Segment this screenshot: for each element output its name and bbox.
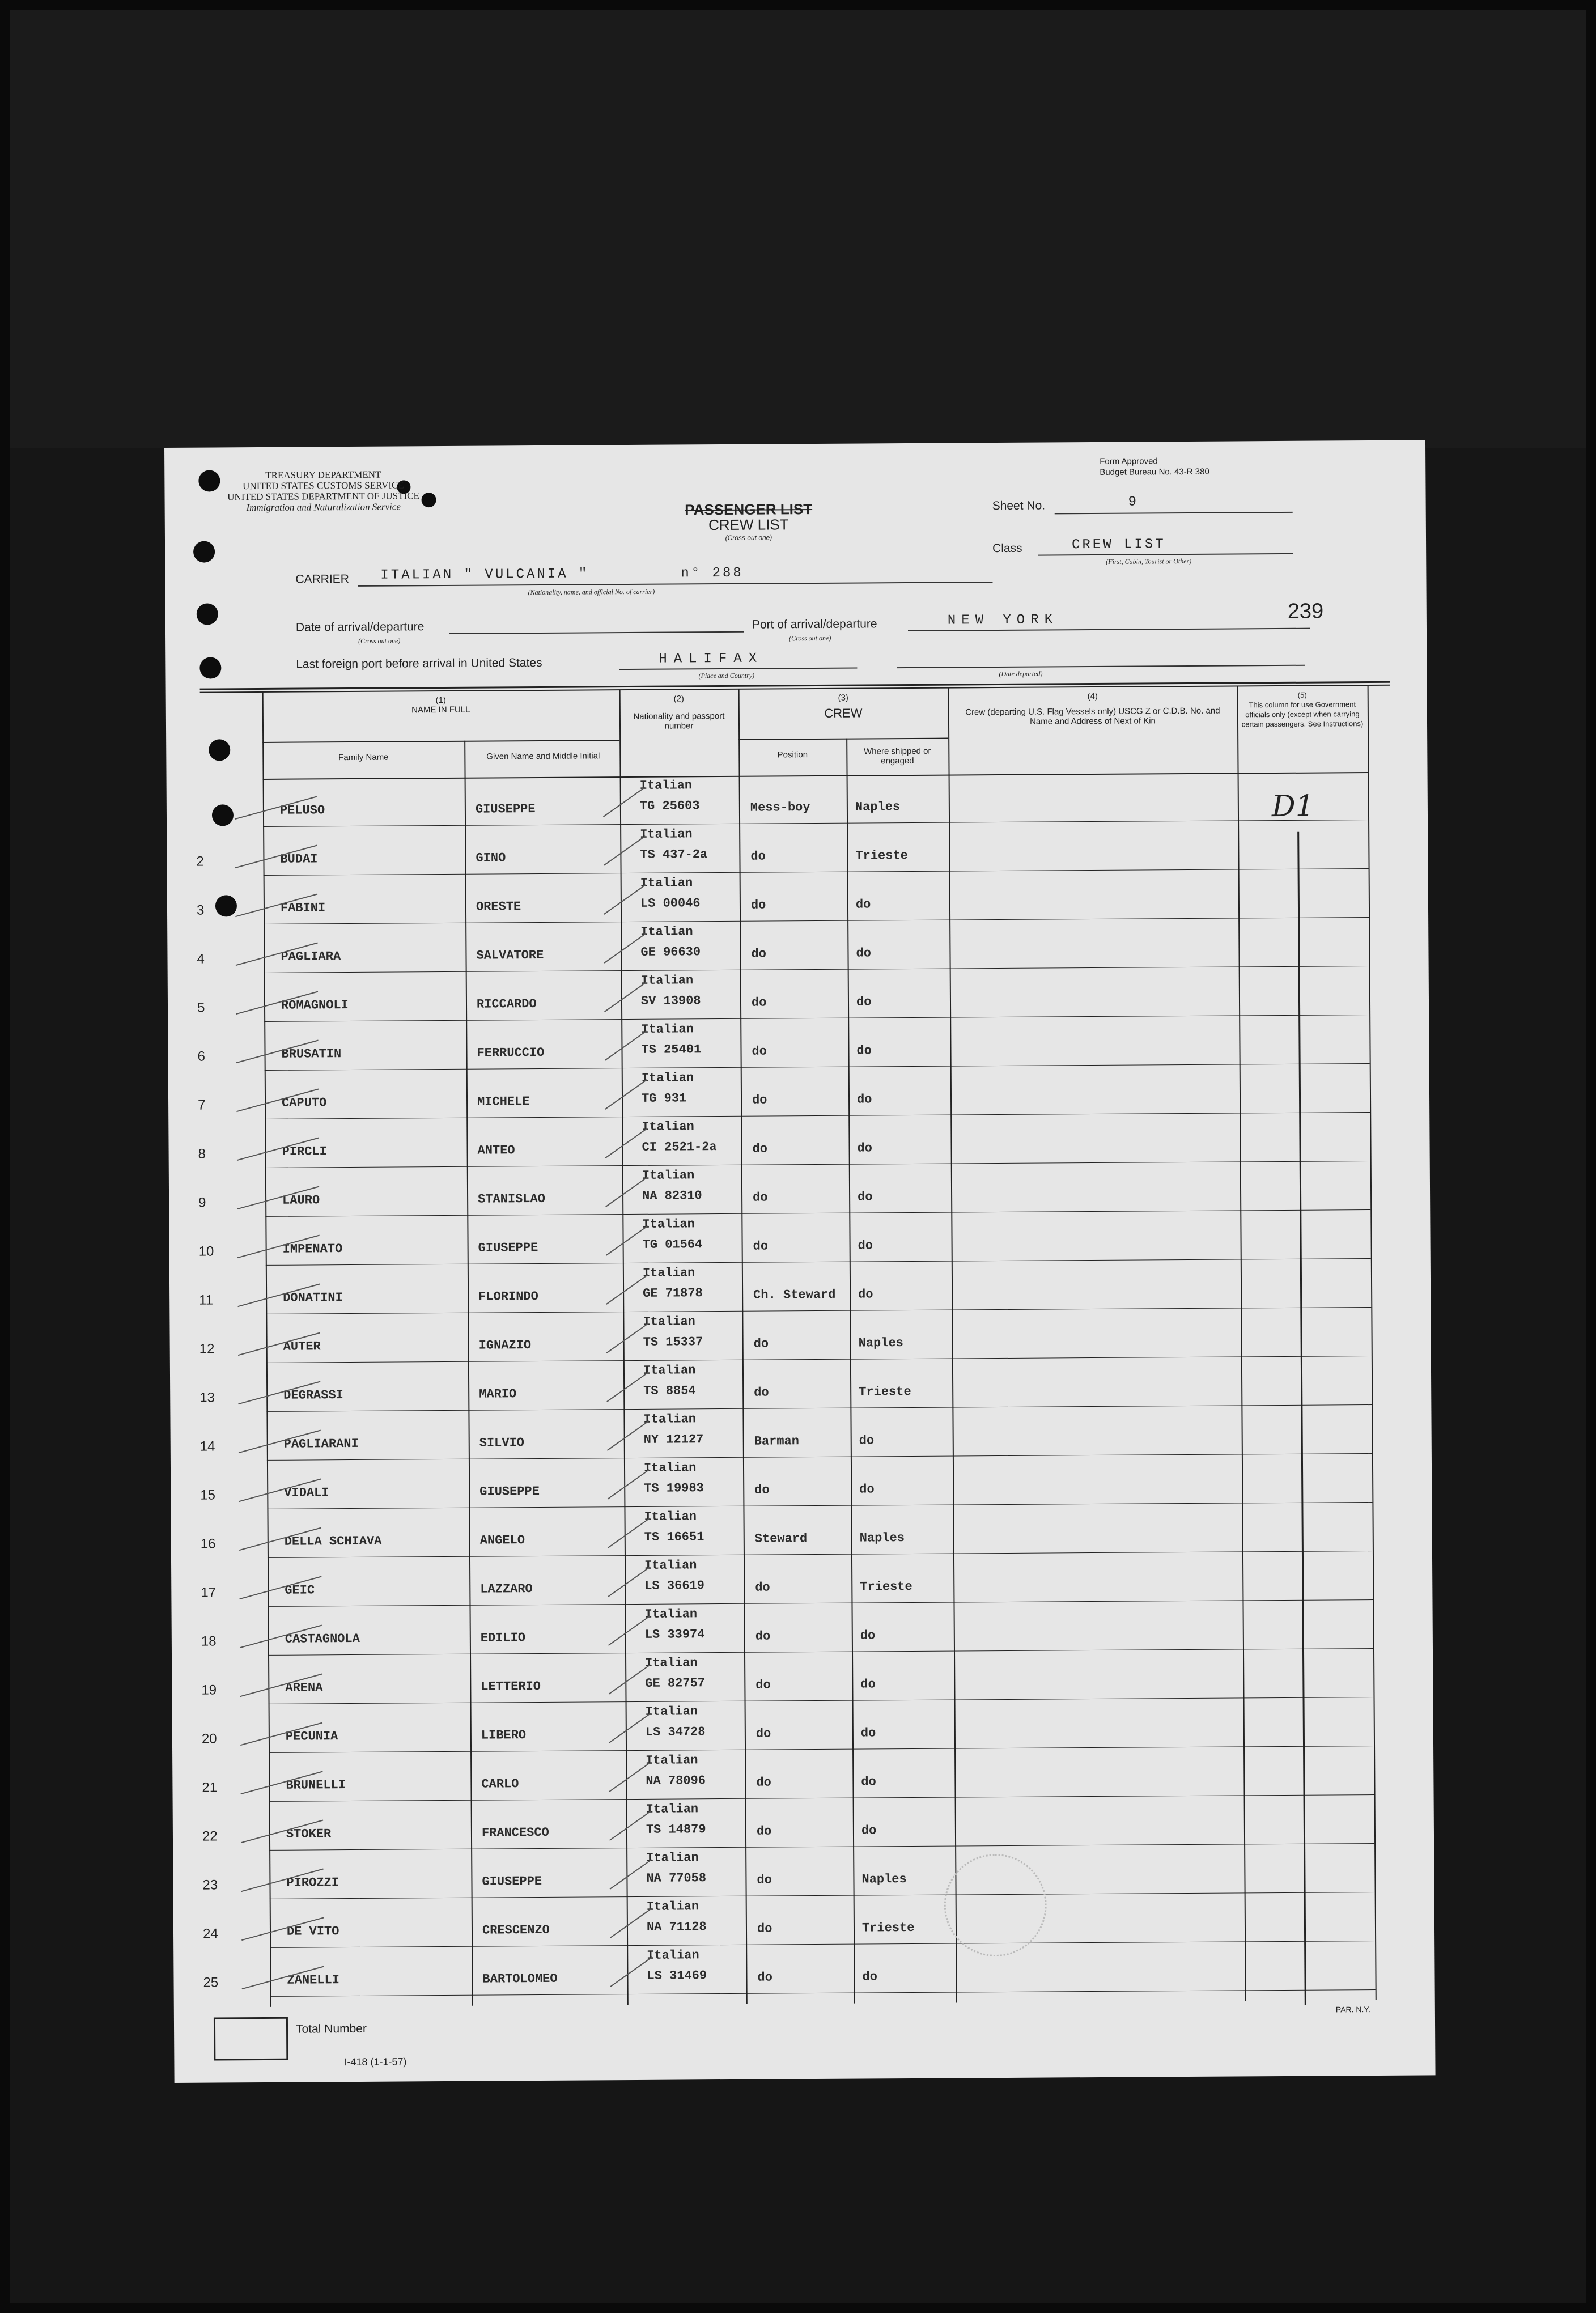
family-name-cell: PIRCLI	[282, 1144, 327, 1159]
form-title	[664, 500, 834, 542]
passport-cell: LS 34728	[645, 1725, 706, 1739]
col3-header: (3) CREW	[824, 693, 863, 720]
table-row	[172, 1746, 1433, 1803]
title-note: (Cross out one)	[725, 533, 772, 542]
position-cell: do	[752, 1093, 767, 1107]
carrier-label: CARRIER	[295, 572, 350, 586]
table-row	[173, 1941, 1434, 1998]
given-name-cell: ANTEO	[477, 1143, 515, 1158]
row-number: 5	[197, 1000, 205, 1016]
shipped-cell: do	[855, 897, 871, 912]
check-mark-icon	[610, 1859, 652, 1890]
nationality-cell: Italian	[640, 973, 694, 988]
page-number: 239	[1287, 599, 1324, 623]
row-number: 6	[197, 1049, 206, 1064]
col-given-name-header: Given Name and Middle Initial	[486, 751, 600, 762]
table-row	[169, 1308, 1431, 1364]
row-number: 19	[201, 1682, 217, 1698]
table-row	[167, 771, 1428, 828]
shipped-cell: Trieste	[861, 1920, 915, 1936]
nationality-cell: Italian	[643, 1363, 696, 1378]
check-mark-icon	[610, 1956, 653, 1987]
sheet-label: Sheet No.	[992, 499, 1046, 513]
carrier-number: n° 288	[681, 565, 744, 582]
passport-cell: TS 15337	[643, 1335, 703, 1349]
passport-cell: GE 96630	[640, 945, 701, 960]
family-name-cell: PAGLIARANI	[283, 1436, 359, 1452]
given-name-cell: FLORINDO	[478, 1289, 538, 1304]
total-number-box	[214, 2017, 288, 2061]
family-name-cell: BRUSATIN	[281, 1047, 342, 1062]
row-number: 3	[196, 902, 205, 918]
subheader-line-crew	[738, 738, 948, 740]
last-port-label: Last foreign port before arrival in United States	[296, 656, 542, 671]
given-name-cell: LAZZARO	[480, 1582, 533, 1597]
nationality-cell: Italian	[640, 924, 693, 939]
given-name-cell: ORESTE	[476, 899, 521, 914]
position-cell: do	[755, 1726, 771, 1741]
nationality-cell: Italian	[646, 1802, 699, 1817]
family-name-cell: ZANELLI	[287, 1973, 340, 1988]
given-name-cell: GIUSEPPE	[475, 802, 536, 817]
shipped-cell: Trieste	[860, 1579, 912, 1594]
col1-header: (1) NAME IN FULL	[411, 695, 470, 715]
faded-seal-stamp	[944, 1854, 1047, 1957]
nationality-cell: Italian	[640, 827, 693, 842]
row-number: 22	[202, 1828, 218, 1844]
position-cell: do	[756, 1775, 771, 1790]
check-mark-icon	[605, 1079, 647, 1110]
check-mark-icon	[604, 884, 646, 915]
shipped-cell: do	[856, 946, 871, 961]
given-name-cell: LIBERO	[481, 1728, 527, 1743]
table-row	[168, 966, 1429, 1023]
col-shipped-header: Where shipped or engaged	[864, 746, 931, 766]
check-mark-icon	[608, 1615, 651, 1646]
shipped-cell: do	[858, 1238, 873, 1253]
shipped-cell: do	[859, 1482, 875, 1497]
punch-hole-icon	[200, 657, 221, 678]
nationality-cell: Italian	[643, 1461, 697, 1475]
table-row	[167, 918, 1428, 974]
nationality-cell: Italian	[645, 1656, 698, 1670]
nationality-cell: Italian	[642, 1168, 695, 1183]
check-mark-icon	[610, 1908, 652, 1938]
check-mark-icon	[608, 1664, 651, 1695]
table-row	[169, 1161, 1430, 1218]
col4-header: (4) Crew (departing U.S. Flag Vessels only) USCG Z or C.D.B. No. and Name and Address of Next of Kin	[965, 691, 1220, 727]
family-name-cell: CAPUTO	[281, 1096, 327, 1110]
family-name-cell: STOKER	[286, 1827, 332, 1841]
shipped-cell: Naples	[858, 1336, 903, 1351]
check-mark-icon	[606, 1372, 649, 1402]
passport-cell: LS 00046	[640, 896, 701, 911]
passport-cell: LS 31469	[647, 1968, 707, 1983]
given-name-cell: GINO	[476, 851, 506, 865]
nationality-cell: Italian	[641, 1071, 694, 1085]
row-number: 18	[201, 1633, 217, 1649]
given-name-cell: GIUSEPPE	[482, 1874, 542, 1889]
subheader-line-name	[262, 740, 619, 743]
family-name-cell: BUDAI	[280, 852, 318, 867]
printer-mark: PAR. N.Y.	[1335, 2005, 1370, 2014]
table-row	[168, 1113, 1429, 1169]
family-name-cell: LAURO	[282, 1193, 320, 1208]
table-row	[170, 1405, 1431, 1462]
family-name-cell: VIDALI	[284, 1486, 329, 1500]
position-cell: do	[751, 995, 767, 1010]
table-row	[172, 1649, 1433, 1705]
family-name-cell: PELUSO	[279, 803, 325, 818]
date-line	[449, 631, 744, 634]
position-cell: do	[755, 1629, 771, 1644]
position-cell: do	[755, 1678, 771, 1692]
row-number: 10	[198, 1243, 214, 1259]
date-caption: (Cross out one)	[358, 636, 401, 645]
shipped-cell: Trieste	[855, 848, 908, 863]
position-cell: do	[757, 1921, 772, 1936]
shipped-cell: Naples	[859, 1531, 905, 1546]
nationality-cell: Italian	[642, 1217, 695, 1232]
check-mark-icon	[604, 982, 647, 1012]
family-name-cell: ARENA	[285, 1680, 323, 1695]
given-name-cell: BARTOLOMEO	[482, 1971, 558, 1987]
table-row	[170, 1356, 1431, 1413]
check-mark-icon	[605, 1030, 647, 1061]
nationality-cell: Italian	[639, 778, 693, 793]
given-name-cell: FRANCESCO	[481, 1825, 549, 1840]
date-departed-caption: (Date departed)	[999, 669, 1043, 678]
class-value: CREW LIST	[1071, 537, 1166, 553]
punch-hole-icon	[193, 541, 215, 562]
shipped-cell: do	[858, 1190, 873, 1204]
given-name-cell: SALVATORE	[476, 948, 544, 963]
class-line	[1038, 553, 1293, 556]
passport-cell: SV 13908	[640, 994, 701, 1008]
given-name-cell: RICCARDO	[476, 997, 537, 1012]
passport-cell: TS 25401	[641, 1042, 702, 1057]
col-family-name-header: Family Name	[338, 752, 389, 763]
position-cell: Steward	[754, 1531, 808, 1546]
table-row	[173, 1844, 1434, 1900]
port-caption: (Cross out one)	[789, 634, 831, 643]
check-mark-icon	[608, 1567, 650, 1597]
family-name-cell: IMPENATO	[282, 1242, 343, 1257]
position-cell: do	[754, 1483, 770, 1497]
row-number: 9	[198, 1195, 206, 1211]
row-number: 25	[203, 1975, 219, 1991]
sheet-line	[1055, 512, 1293, 515]
row-number: 13	[200, 1390, 215, 1406]
shipped-cell: Naples	[861, 1872, 907, 1887]
form-approval: Form Approved Budget Bureau No. 43-R 380	[1100, 456, 1209, 477]
shipped-cell: do	[860, 1628, 876, 1643]
passport-cell: LS 33974	[644, 1627, 705, 1642]
nationality-cell: Italian	[646, 1753, 698, 1768]
shipped-cell: do	[862, 1970, 877, 1984]
position-cell: do	[753, 1190, 768, 1205]
position-cell: Barman	[754, 1434, 800, 1449]
last-port-caption: (Place and Country)	[698, 671, 755, 680]
given-name-cell: IGNAZIO	[478, 1338, 532, 1353]
check-mark-icon	[606, 1274, 648, 1305]
table-row	[169, 1259, 1431, 1315]
passport-cell: GE 82757	[645, 1676, 706, 1691]
passport-cell: LS 36619	[644, 1578, 704, 1593]
check-mark-icon	[605, 1177, 648, 1207]
check-mark-icon	[604, 933, 647, 964]
table-row	[167, 820, 1428, 877]
passport-cell: NA 82310	[642, 1189, 702, 1203]
passport-cell: TS 437-2a	[640, 847, 708, 862]
family-name-cell: BRUNELLI	[286, 1778, 346, 1793]
position-cell: do	[752, 1044, 767, 1059]
nationality-cell: Italian	[644, 1558, 697, 1573]
given-name-cell: GIUSEPPE	[478, 1240, 538, 1255]
shipped-cell: do	[856, 1043, 872, 1058]
row-number: 12	[199, 1341, 215, 1357]
check-mark-icon	[607, 1469, 650, 1500]
nationality-cell: Italian	[644, 1509, 697, 1524]
family-name-cell: DEGRASSI	[283, 1388, 343, 1403]
table-row	[168, 1064, 1429, 1121]
family-name-cell: DE VITO	[286, 1924, 339, 1939]
check-mark-icon	[609, 1713, 651, 1743]
port-label: Port of arrival/departure	[752, 617, 877, 631]
passport-cell: TS 19983	[644, 1481, 704, 1496]
nationality-cell: Italian	[643, 1412, 696, 1427]
passport-cell: NA 77058	[646, 1871, 707, 1886]
row-number: 21	[202, 1780, 218, 1796]
col5-header: (5) This column for use Government officials only (except when carrying certain passengers. See Instructions)	[1241, 690, 1364, 729]
shipped-cell: do	[859, 1433, 875, 1448]
check-mark-icon	[606, 1225, 648, 1256]
table-row	[171, 1551, 1432, 1608]
col-position-header: Position	[777, 750, 808, 760]
row-number: 24	[202, 1926, 218, 1942]
shipped-cell: do	[857, 1141, 873, 1156]
nationality-cell: Italian	[642, 1266, 695, 1280]
passport-cell: NA 78096	[646, 1773, 706, 1788]
col2-header: (2) Nationality and passport number	[633, 694, 725, 731]
department-header: TREASURY DEPARTMENT UNITED STATES CUSTOMS SERVICE UNITED STATES DEPARTMENT OF JUSTICE Immigration and Naturalization Service	[227, 469, 419, 513]
check-mark-icon	[609, 1810, 652, 1841]
position-cell: do	[752, 1141, 768, 1156]
row-number: 15	[200, 1487, 216, 1503]
position-cell: do	[757, 1970, 772, 1985]
position-cell: do	[753, 1239, 769, 1254]
shipped-cell: do	[861, 1823, 877, 1838]
shipped-cell: do	[856, 1092, 872, 1107]
row-number: 2	[196, 854, 204, 869]
total-number-label: Total Number	[295, 2022, 367, 2036]
row-number: 16	[200, 1536, 216, 1552]
position-cell: do	[756, 1824, 772, 1839]
nationality-cell: Italian	[640, 876, 693, 890]
passport-cell: GE 71878	[643, 1286, 703, 1301]
family-name-cell: AUTER	[283, 1339, 321, 1354]
row-number: 7	[198, 1097, 206, 1113]
passport-cell: TG 25603	[639, 799, 700, 813]
table-row	[173, 1795, 1434, 1852]
check-mark-icon	[606, 1323, 649, 1353]
given-name-cell: ANGELO	[479, 1533, 525, 1548]
table-row	[167, 869, 1428, 926]
date-departed-line	[897, 665, 1305, 668]
passport-cell: TS 8854	[643, 1383, 696, 1398]
family-name-cell: DONATINI	[283, 1291, 343, 1305]
check-mark-icon	[608, 1518, 650, 1548]
given-name-cell: CRESCENZO	[482, 1922, 550, 1938]
passport-cell: TS 16651	[644, 1530, 704, 1544]
given-name-cell: MARIO	[479, 1387, 517, 1402]
table-row	[171, 1454, 1432, 1510]
sheet-value: 9	[1128, 494, 1139, 510]
nationality-cell: Italian	[646, 1899, 699, 1914]
row-number: 23	[202, 1877, 218, 1893]
table-row	[168, 1015, 1429, 1072]
port-line	[908, 628, 1310, 631]
position-cell: do	[754, 1385, 769, 1400]
table-row	[173, 1892, 1434, 1949]
table-row	[171, 1503, 1432, 1559]
given-name-cell: GIUSEPPE	[479, 1484, 540, 1499]
title-struck: PASSENGER LIST	[685, 500, 813, 519]
row-divider	[270, 1989, 1376, 1997]
official-annotation: D1	[1271, 789, 1314, 824]
check-mark-icon	[604, 835, 646, 866]
family-name-cell: ROMAGNOLI	[281, 998, 349, 1013]
position-cell: do	[750, 898, 766, 913]
shipped-cell: do	[861, 1775, 876, 1789]
given-name-cell: STANISLAO	[478, 1191, 546, 1207]
shipped-cell: Trieste	[859, 1384, 911, 1399]
family-name-cell: DELLA SCHIAVA	[284, 1534, 382, 1549]
position-cell: do	[757, 1873, 772, 1887]
nationality-cell: Italian	[644, 1607, 698, 1622]
nationality-cell: Italian	[645, 1704, 698, 1719]
given-name-cell: FERRUCCIO	[477, 1045, 545, 1060]
table-row	[169, 1210, 1430, 1267]
family-name-cell: PIROZZI	[286, 1875, 339, 1890]
row-number: 8	[198, 1146, 206, 1162]
shipped-cell: do	[856, 995, 872, 1009]
family-name-cell: FABINI	[280, 901, 326, 915]
family-name-cell: PAGLIARA	[281, 949, 341, 964]
carrier-caption: (Nationality, name, and official No. of carrier)	[528, 587, 655, 597]
position-cell: Mess-boy	[750, 800, 810, 815]
shipped-cell: do	[858, 1287, 873, 1302]
nationality-cell: Italian	[646, 1851, 699, 1865]
shipped-cell: do	[860, 1726, 876, 1741]
check-mark-icon	[603, 787, 646, 817]
table-row	[172, 1697, 1433, 1754]
punch-hole-icon	[209, 739, 230, 761]
position-cell: do	[750, 849, 766, 864]
position-cell: do	[753, 1336, 769, 1351]
passport-cell: TS 14879	[646, 1822, 706, 1837]
table-row	[172, 1600, 1433, 1657]
nationality-cell: Italian	[641, 1022, 694, 1037]
passport-cell: TG 01564	[642, 1237, 703, 1252]
passport-cell: NY 12127	[643, 1432, 704, 1447]
passport-cell: CI 2521-2a	[642, 1140, 717, 1155]
family-name-cell: PECUNIA	[285, 1729, 338, 1744]
given-name-cell: EDILIO	[480, 1631, 526, 1645]
position-cell: do	[755, 1580, 770, 1595]
check-mark-icon	[609, 1762, 651, 1792]
nationality-cell: Italian	[647, 1948, 699, 1963]
row-number: 17	[201, 1585, 217, 1601]
check-mark-icon	[605, 1128, 648, 1158]
crew-list-sheet	[164, 440, 1436, 2083]
family-name-cell: GEIC	[285, 1583, 315, 1598]
class-label: Class	[992, 541, 1022, 555]
family-name-cell: CASTAGNOLA	[285, 1631, 360, 1646]
last-port-line	[619, 668, 857, 670]
row-number: 11	[199, 1292, 214, 1308]
check-mark-icon	[607, 1420, 650, 1451]
row-number: 14	[200, 1438, 215, 1454]
row-number: 20	[201, 1731, 217, 1747]
nationality-cell: Italian	[642, 1119, 694, 1134]
title-crew-list: CREW LIST	[708, 516, 789, 534]
row-number: 4	[197, 951, 205, 967]
given-name-cell: SILVIO	[479, 1436, 525, 1450]
given-name-cell: CARLO	[481, 1777, 519, 1792]
shipped-cell: Naples	[855, 800, 901, 814]
shipped-cell: do	[860, 1677, 876, 1692]
position-cell: do	[751, 947, 766, 961]
given-name-cell: MICHELE	[477, 1094, 530, 1109]
carrier-value: ITALIAN " VULCANIA "	[380, 566, 589, 583]
port-value: NEW YORK	[947, 612, 1059, 629]
date-label: Date of arrival/departure	[295, 620, 425, 634]
punch-hole-icon	[197, 603, 218, 625]
form-number: I-418 (1-1-57)	[344, 2056, 407, 2068]
passport-cell: NA 71128	[646, 1920, 707, 1934]
nationality-cell: Italian	[643, 1314, 695, 1329]
class-caption: (First, Cabin, Tourist or Other)	[1106, 557, 1192, 566]
passport-cell: TG 931	[641, 1091, 687, 1106]
last-port-value: HALIFAX	[659, 651, 764, 667]
position-cell: Ch. Steward	[753, 1287, 836, 1302]
given-name-cell: LETTERIO	[481, 1679, 541, 1694]
